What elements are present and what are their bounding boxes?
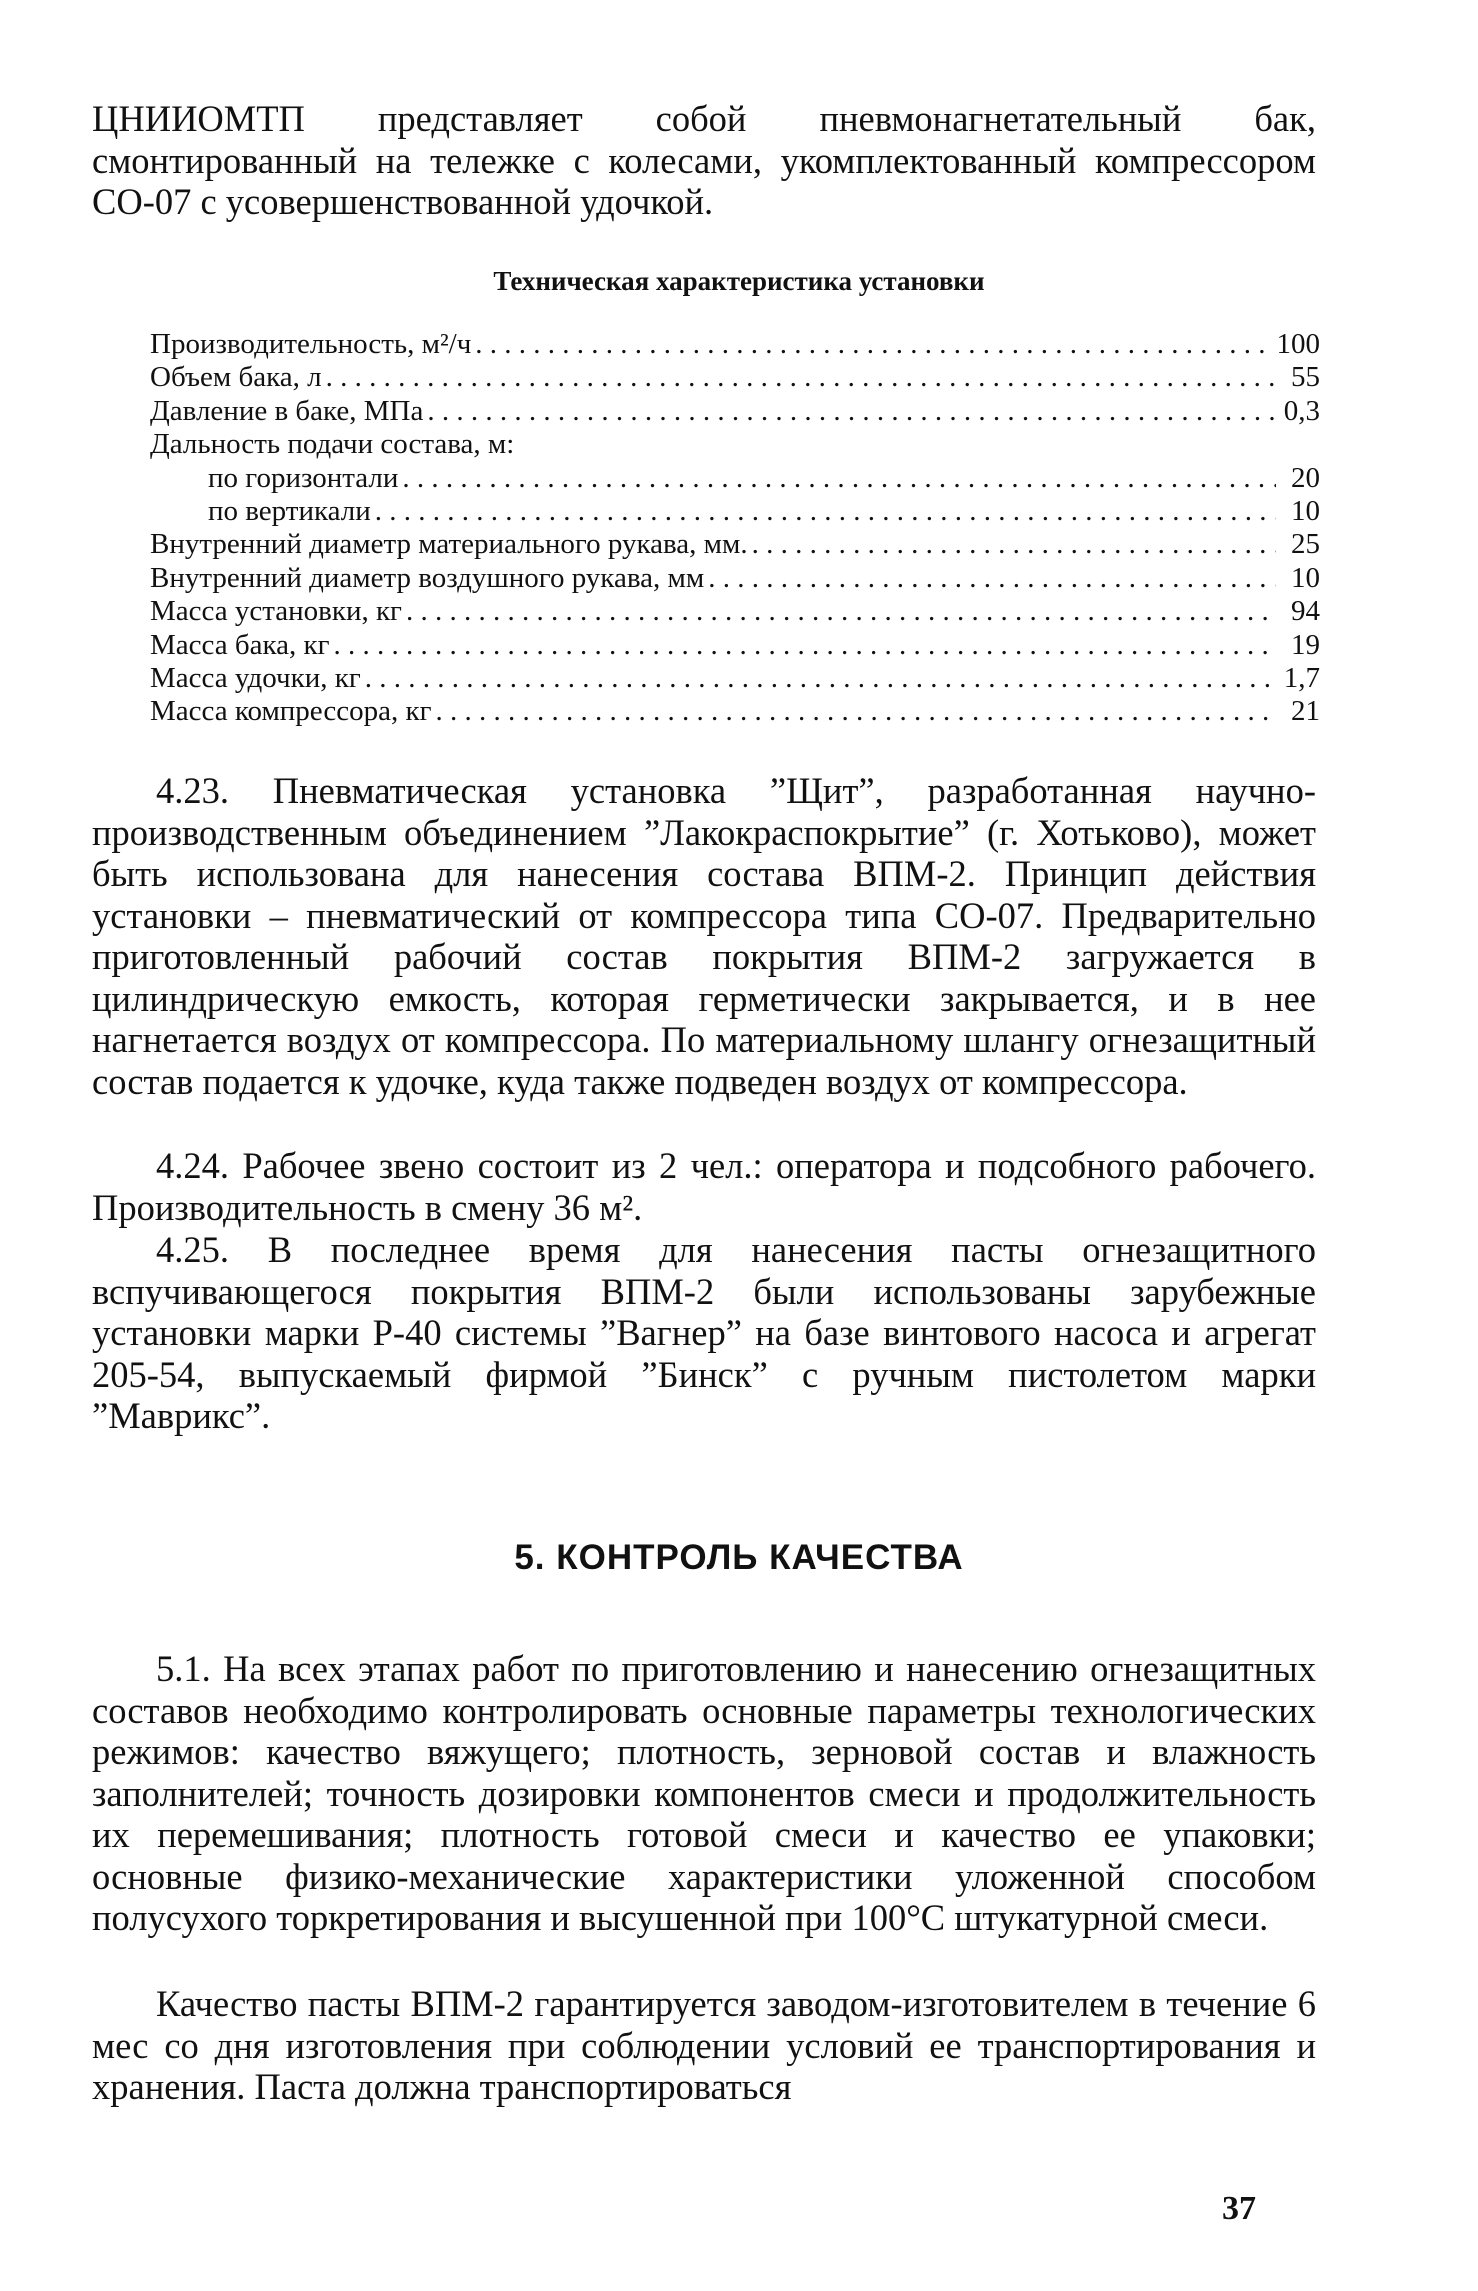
spec-value: 21 [1291,695,1320,728]
spec-row [150,495,1320,528]
spec-label: Производительность, м²/ч [150,328,472,360]
spec-value: 19 [1291,628,1320,661]
spec-label: Давление в баке, МПа [150,394,424,427]
spec-label: Масса компрессора, кг [150,695,432,728]
spec-value: 10 [1291,561,1320,594]
spec-row [150,695,1320,728]
leader-dots [708,562,1276,595]
paragraph-4-25: 4.25. В последнее время для нанесения пасты огнезащитного вспучивающегося покрытия ВПМ-2 были использованы зарубежные установки марки Р-40 системы ”Вагнер” на базе винтового насоса и агрегат 205-54, выпускаемый фирмой ”Бинск” с ручным пистолетом марки ”Маврикс”. [92,1229,1316,1436]
paragraph-quality: Качество пасты ВПМ-2 гарантируется заводом-изготовителем в течение 6 мес со дня изготовления при соблюдении условий ее транспортирования и хранения. Паста должна транспортироваться [92,1983,1316,2107]
spec-row [150,361,1320,394]
spec-value: 10 [1291,495,1320,528]
spec-table-title: Техническая характеристика установки [493,266,985,296]
spec-label: Внутренний диаметр воздушного рукава, мм [150,561,705,594]
spec-label: Масса установки, кг [150,595,402,628]
paragraph-4-23: 4.23. Пневматическая установка ”Щит”, разработанная научно-производственным объединением ”Лакокраспокрытие” (г. Хотьково), может быть использована для нанесения состава ВПМ-2. Принцип действия установки – пневматический от компрессора типа СО-07. Предварительно приготовленный рабочий состав покрытия ВПМ-2 загружается в цилиндрическую емкость, которая герметически закрывается, и в нее нагнетается воздух от компрессора. По материальному шлангу огнезащитный состав подается к удочке, куда также подведен воздух от компрессора. [92,770,1316,1102]
spec-row [150,562,1320,595]
spec-label: Масса удочки, кг [150,662,361,695]
spec-row [150,528,1320,561]
leader-dots [326,361,1276,394]
spec-value: 100 [1276,328,1320,360]
spec-value: 20 [1291,461,1320,494]
section-heading: 5. КОНТРОЛЬ КАЧЕСТВА [514,1538,964,1577]
spec-row [150,595,1320,628]
paragraph-5-1: 5.1. На всех этапах работ по приготовлению и нанесению огнезащитных составов необходимо контролировать основные параметры технологических режимов: качество вяжущего; плотность, зерновой состав и влажность заполнителей; точность дозировки компонентов смеси и продолжительность их перемешивания; плотность готовой смеси и качество ее упаковки; основные физико-механические характеристики уложенной способом полусухого торкретирования и высушенной при 100°С штукатурной смеси. [92,1648,1316,1938]
spec-value: 55 [1291,361,1320,394]
spec-value: 0,3 [1283,394,1320,427]
spec-row-group-header [150,428,1320,461]
paragraph-4-24: 4.24. Рабочее звено состоит из 2 чел.: оператора и подсобного рабочего. Производительность в смену 36 м². [92,1145,1316,1228]
spec-label: Внутренний диаметр материального рукава, мм. [150,528,748,561]
spec-label: Масса бака, кг [150,628,330,661]
page-number: 37 [1222,2190,1256,2227]
intro-paragraph: ЦНИИОМТП представляет собой пневмонагнетательный бак, смонтированный на тележке с колесами, укомплектованный компрессором СО-07 с усовершенствованной удочкой. [92,98,1316,222]
leader-dots [334,629,1276,662]
leader-dots [752,528,1276,561]
leader-dots [375,495,1276,528]
spec-value: 25 [1291,528,1320,561]
spec-row [150,328,1320,361]
leader-dots [436,695,1276,728]
spec-value: 94 [1291,595,1320,628]
spec-label: Объем бака, л [150,361,322,394]
leader-dots [427,395,1276,428]
spec-label: Дальность подачи состава, м: [150,428,515,461]
leader-dots [475,328,1272,361]
spec-row [150,395,1320,428]
spec-value: 1,7 [1283,662,1320,695]
leader-dots [402,462,1276,495]
leader-dots [406,595,1276,628]
spec-label: по горизонтали [208,461,399,494]
spec-row [150,629,1320,662]
spec-row [150,462,1320,495]
leader-dots [365,662,1276,695]
spec-label: по вертикали [208,495,371,528]
spec-row [150,662,1320,695]
spec-table [150,328,1320,729]
